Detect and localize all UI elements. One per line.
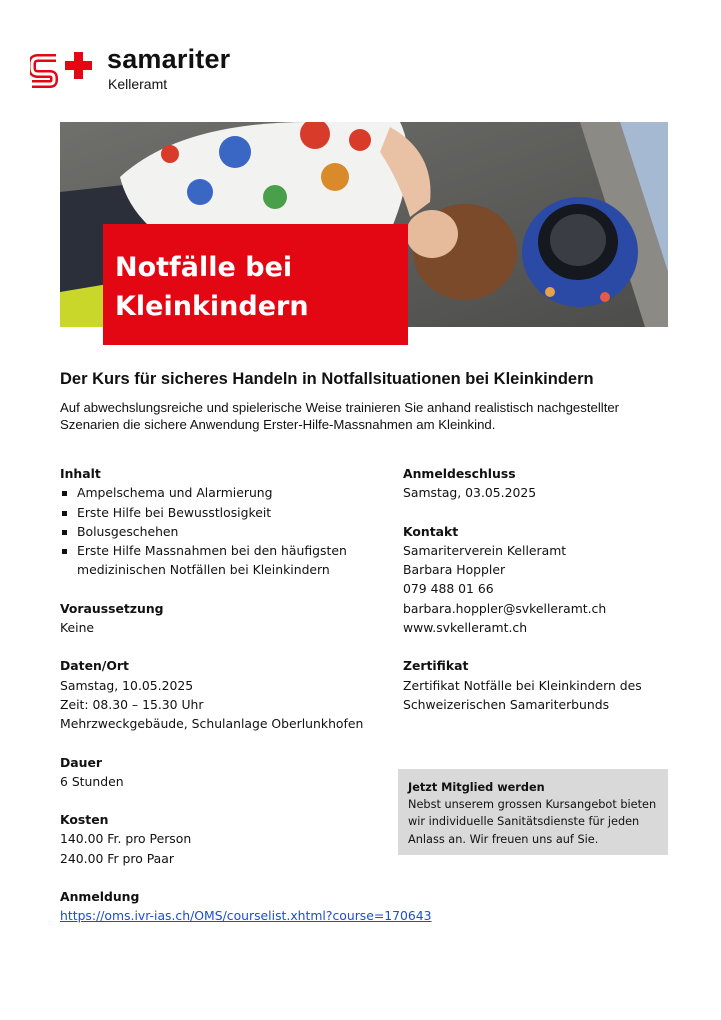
- logo-subtitle: Kelleramt: [108, 76, 168, 92]
- section-text: Keine: [60, 620, 95, 636]
- list-item-continuation: medizinischen Notfällen bei Kleinkindern: [77, 562, 330, 578]
- samariter-logo: [30, 46, 270, 96]
- membership-heading: Jetzt Mitglied werden: [408, 781, 545, 794]
- section-heading: Inhalt: [60, 466, 101, 481]
- hero-title-line: Notfälle bei: [115, 252, 293, 283]
- membership-text: Anlass an. Wir freuen uns auf Sie.: [408, 832, 599, 846]
- hero-title-box: [103, 224, 408, 345]
- section-heading: Anmeldung: [60, 889, 140, 905]
- list-item: Erste Hilfe Massnahmen bei den häufigsten: [60, 541, 390, 560]
- contact-phone: 079 488 01 66: [403, 581, 494, 597]
- contact-person: Barbara Hoppler: [403, 562, 506, 578]
- section-anmeldeschluss: [403, 464, 673, 503]
- section-heading: Daten/Ort: [60, 658, 129, 674]
- section-dauer: [60, 753, 390, 792]
- registration-link[interactable]: https://oms.ivr-ias.ch/OMS/courselist.xhtml?course=170643: [60, 908, 432, 924]
- section-text: 6 Stunden: [60, 773, 124, 789]
- section-heading: Kosten: [60, 812, 109, 828]
- section-voraussetzung: [60, 599, 390, 638]
- contact-website: www.svkelleramt.ch: [403, 620, 528, 636]
- section-text: Samstag, 10.05.2025: [60, 677, 194, 693]
- section-daten-ort: [60, 656, 390, 733]
- intro-line: Auf abwechslungsreiche und spielerische Weise trainieren Sie anhand realistisch nachgestellter: [60, 400, 620, 415]
- section-text: Samstag, 03.05.2025: [403, 485, 537, 501]
- course-headline: Der Kurs für sicheres Handeln in Notfallsituationen bei Kleinkindern: [60, 370, 594, 388]
- section-text: Schweizerischen Samariterbunds: [403, 696, 610, 712]
- section-heading: Voraussetzung: [60, 600, 164, 616]
- hero-title-line: Kleinkindern: [115, 291, 309, 322]
- section-zertifikat: [403, 656, 673, 714]
- list-item: Bolusgeschehen: [60, 522, 390, 541]
- section-heading: Zertifikat: [403, 658, 469, 674]
- intro-line: Szenarien die sichere Anwendung Erster-Hilfe-Massnahmen am Kleinkind.: [60, 416, 496, 432]
- section-kontakt: [403, 522, 673, 638]
- membership-box: [398, 769, 668, 855]
- samariter-logo-mark: [30, 52, 98, 94]
- section-heading: Anmeldeschluss: [403, 466, 516, 481]
- section-text: 140.00 Fr. pro Person: [60, 831, 192, 847]
- section-text: Zertifikat Notfälle bei Kleinkindern des: [403, 677, 642, 693]
- section-heading: Dauer: [60, 754, 102, 770]
- contact-email: barbara.hoppler@svkelleramt.ch: [403, 600, 607, 616]
- contact-organisation: Samariterverein Kelleramt: [403, 542, 567, 558]
- list-item: Ampelschema und Alarmierung: [60, 483, 390, 502]
- section-inhalt: [60, 464, 390, 580]
- section-anmeldung: [60, 887, 432, 926]
- membership-text: wir individuelle Sanitätsdienste für jeden: [408, 815, 640, 829]
- section-heading: Kontakt: [403, 523, 459, 539]
- list-item: Erste Hilfe bei Bewusstlosigkeit: [60, 503, 390, 522]
- section-text: 240.00 Fr pro Paar: [60, 850, 174, 866]
- membership-text: Nebst unserem grossen Kursangebot bieten: [408, 798, 657, 812]
- right-column: [403, 464, 673, 733]
- section-text: Zeit: 08.30 – 15.30 Uhr: [60, 696, 204, 712]
- logo-name: samariter: [107, 44, 231, 74]
- course-intro: [60, 400, 660, 433]
- section-kosten: [60, 810, 390, 868]
- content-list: [60, 483, 390, 560]
- section-text: Mehrzweckgebäude, Schulanlage Oberlunkhofen: [60, 716, 364, 732]
